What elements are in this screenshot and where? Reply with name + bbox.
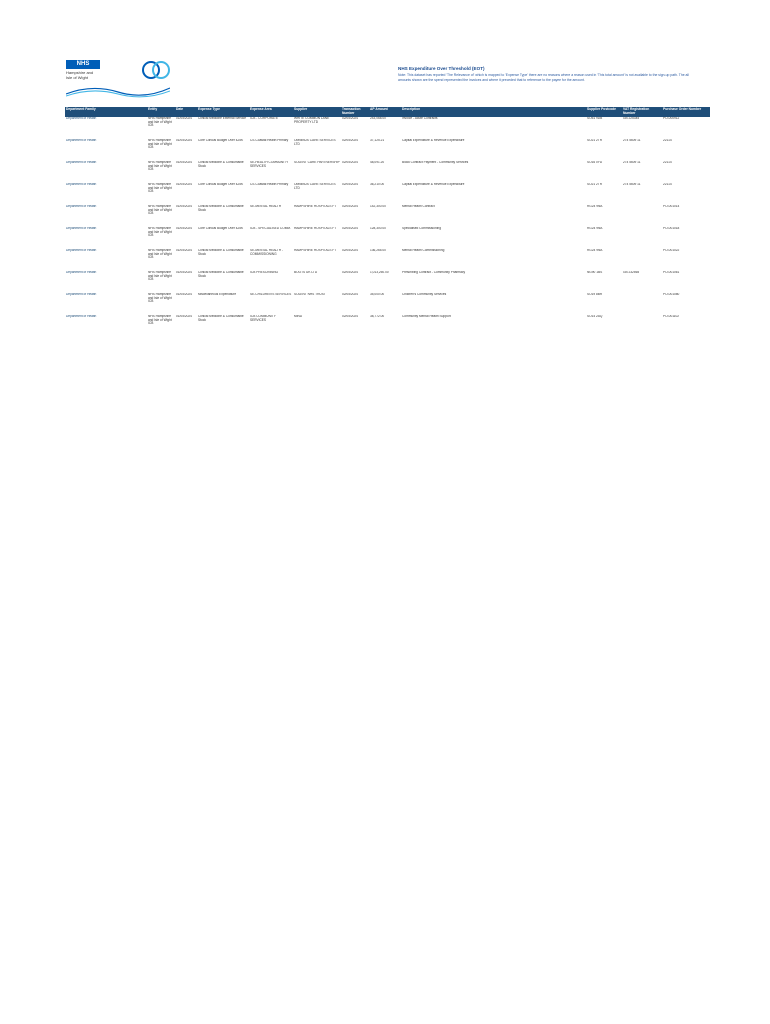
table-cell: 274 5609 11 (623, 161, 641, 164)
table-cell: 274 5609 11 (623, 183, 641, 186)
table-cell: Department of Health (66, 315, 97, 318)
table-cell: 142,300.00 (370, 205, 386, 208)
table-cell: Department of Health (66, 183, 97, 186)
table-cell (622, 249, 662, 271)
table-cell: ICB COMMUNITY SERVICES (250, 315, 276, 322)
table-cell: WHITE COMMON LANE PROPERTY LTD (294, 117, 330, 124)
table-cell: 136,265.00 (370, 249, 386, 252)
table-cell: Clinical Medicine & Consumable Stock (198, 315, 244, 322)
table-cell: 02/05/2024 (342, 271, 358, 274)
table-cell: 02/05/2024 (342, 117, 358, 120)
table-cell: Children's Community Services (402, 293, 447, 296)
table-cell: HAMPSHIRE HOSPITALS FT (294, 249, 337, 252)
table-body (65, 117, 710, 337)
table-cell: SO16 0YD (587, 161, 603, 164)
table-cell: PO-001080 (663, 293, 680, 296)
table-cell (622, 293, 662, 315)
table-cell: SO51 9DB (587, 117, 603, 120)
table-cell: 1,013,250.00 (370, 271, 389, 274)
table-cell: 01/05/2024 (176, 183, 192, 186)
table-cell: Core Clinical Budget Over £25K (198, 227, 244, 230)
table-cell: PO-001014 (663, 205, 680, 208)
table-cell: NHS Hampshire and Isle of Wight ICB (148, 183, 172, 194)
table-cell: Clinical Medicine & Consumable Stock (198, 249, 244, 256)
column-header: Description (401, 107, 586, 117)
table-cell: 02/05/2024 (342, 293, 358, 296)
column-header: Supplier Postcode (586, 107, 622, 117)
table-cell: SE-MENTAL HEALTH (250, 205, 282, 208)
table-row (65, 271, 710, 293)
table-cell: NHS Hampshire and Isle of Wight ICB (148, 271, 172, 282)
document-title: NHS Expenditure Over Threshold (EOT) (398, 66, 485, 71)
table-cell: Core Clinical Budget Over £25K (198, 139, 244, 142)
table-cell: OMNIBUS CARE SERVICES LTD (294, 183, 336, 190)
table-row (65, 161, 710, 183)
table-cell: 01/05/2024 (176, 117, 192, 120)
logo-wave-graphic (66, 84, 170, 98)
table-cell: RG24 9NA (587, 249, 603, 252)
table-cell: GB 225345 (623, 117, 640, 120)
table-cell: Invoice - Acute Contracts (402, 117, 438, 120)
table-cell: Clinical Medicine & Consumable Stock (198, 271, 244, 278)
table-cell: NHS Hampshire and Isle of Wight ICB (148, 249, 172, 260)
table-cell: PO-001102 (663, 315, 680, 318)
table-cell: BOOTS UK LTD (294, 271, 318, 274)
table-cell: 35,000.00 (370, 293, 385, 296)
anniversary-emblem (142, 58, 170, 82)
expenditure-table (65, 107, 710, 337)
table-cell: NHS Hampshire and Isle of Wight ICB (148, 205, 172, 216)
column-header: Expense Area (249, 107, 293, 117)
table-cell: 02/05/2024 (342, 227, 358, 230)
table-cell: 02/05/2024 (342, 249, 358, 252)
table-cell: Block Contract Payment - Community Services (402, 161, 469, 164)
table-cell: NHS Hampshire and Isle of Wight ICB (148, 161, 172, 172)
table-row (65, 205, 710, 227)
table-cell: Prescribing Contract - Community Pharmacy (402, 271, 466, 274)
table-cell: PO-001022 (663, 249, 680, 252)
table-cell: Department of Health (66, 227, 97, 230)
table-row (65, 139, 710, 161)
table-cell: Department of Health (66, 293, 97, 296)
table-cell (622, 205, 662, 227)
table-cell: SE-CHILDREN'S SERVICES (250, 293, 292, 296)
table-cell: 01/05/2024 (176, 293, 192, 296)
table-cell: 48,091.20 (370, 161, 385, 164)
document-header (398, 66, 698, 82)
table-cell: NHS Hampshire and Isle of Wight ICB (148, 117, 172, 128)
column-header: Expense Type (197, 107, 249, 117)
table-row (65, 293, 710, 315)
table-cell: RG24 9NA (587, 227, 603, 230)
column-header: Department Family (65, 107, 147, 117)
table-cell: 02/05/2024 (342, 139, 358, 142)
table-cell: 01/05/2024 (176, 249, 192, 252)
table-cell: 37,125.21 (370, 139, 385, 142)
expenditure-table-container (65, 107, 710, 337)
table-cell: NHS Hampshire and Isle of Wight ICB (148, 227, 172, 238)
table-cell: 243,068.00 (370, 117, 386, 120)
table-cell (622, 227, 662, 249)
table-cell: 01/05/2024 (176, 271, 192, 274)
table-cell: NHS Hampshire and Isle of Wight ICB (148, 315, 172, 326)
table-row (65, 315, 710, 337)
table-cell (622, 315, 662, 337)
table-cell: Department of Health (66, 161, 97, 164)
table-cell: 36,210.00 (370, 183, 385, 186)
table-cell: 128,300.00 (370, 227, 386, 230)
table-cell: HAMPSHIRE HOSPITALS FT (294, 227, 337, 230)
table-cell: HAMPSHIRE HOSPITALS FT (294, 205, 337, 208)
table-row (65, 227, 710, 249)
column-header: Supplier (293, 107, 341, 117)
table-cell: Capital Expenditure & Revenue Expenditure (402, 139, 465, 142)
column-header: Date (175, 107, 197, 117)
table-cell: Department of Health (66, 139, 97, 142)
table-cell: SOLENT CARE PARTNERSHIP (294, 161, 340, 164)
table-cell: PO-000912 (663, 117, 680, 120)
table-cell: 02/05/2024 (342, 205, 358, 208)
table-cell: GB 232565 (623, 271, 640, 274)
table-cell: Department of Health (66, 117, 97, 120)
table-cell: Mental Health Contract (402, 205, 435, 208)
table-cell: 01/05/2024 (176, 315, 192, 318)
table-cell: 02/05/2024 (342, 161, 358, 164)
table-row (65, 117, 710, 139)
table-cell: SOLENT NHS TRUST (294, 293, 326, 296)
table-cell: OMNIBUS CARE SERVICES LTD (294, 139, 336, 146)
table-cell: Miscellaneous Expenditure (198, 293, 237, 296)
table-cell: Department of Health (66, 205, 97, 208)
table-cell: Clinical Medicine External Service (198, 117, 247, 120)
table-cell: CS-Coastal Health Primary (250, 183, 289, 186)
table-row (65, 183, 710, 205)
table-cell: CS-Coastal Health Primary (250, 139, 289, 142)
table-cell: Clinical Medicine & Consumable Stock (198, 161, 244, 168)
table-row (65, 249, 710, 271)
column-header: AP Amount (369, 107, 401, 117)
organisation-logo (66, 58, 170, 100)
table-cell: MIND (294, 315, 303, 318)
table-cell: 01/05/2024 (176, 161, 192, 164)
table-cell: SO21 2TR (587, 183, 603, 186)
table-cell: ICB - SPECIALISED COMM. (250, 227, 291, 230)
table-cell: Department of Health (66, 249, 97, 252)
table-cell: Mental Health Commissioning (402, 249, 445, 252)
table-cell: ICB - CORPORATE (250, 117, 279, 120)
table-cell: 274 5609 11 (623, 139, 641, 142)
table-cell: PO-001061 (663, 271, 680, 274)
table-cell: 38,772.00 (370, 315, 385, 318)
table-cell: Clinical Medicine & Consumable Stock (198, 205, 244, 212)
table-cell: SO19 8BR (587, 293, 603, 296)
table-header-row (65, 107, 710, 117)
table-cell: 01/05/2024 (176, 205, 192, 208)
table-cell: 22114 (663, 183, 672, 186)
table-cell: Capital Expenditure & Revenue Expenditure (402, 183, 465, 186)
logo-org-line-2: Isle of Wight (66, 75, 89, 80)
table-cell: Community Mental Health Support (402, 315, 451, 318)
table-cell: 01/05/2024 (176, 139, 192, 142)
table-cell: Specialised Commissioning (402, 227, 441, 230)
table-cell: RG24 9NA (587, 205, 603, 208)
table-cell: NG90 1BS (587, 271, 603, 274)
nhs-logo-badge: NHS (66, 60, 100, 69)
table-cell: 02/05/2024 (342, 183, 358, 186)
column-header: Entity (147, 107, 175, 117)
table-cell: SO21 2TR (587, 139, 603, 142)
column-header: Purchase Order Number (662, 107, 710, 117)
column-header: Transaction Number (341, 107, 369, 117)
table-cell: NHS Hampshire and Isle of Wight ICB (148, 293, 172, 304)
table-cell: SE-HEALTH COMMUNITY SERVICES (250, 161, 289, 168)
table-cell: NHS Hampshire and Isle of Wight ICB (148, 139, 172, 150)
table-cell: 01/05/2024 (176, 227, 192, 230)
logo-org-line-1: Hampshire and (66, 70, 94, 75)
table-cell: 22114 (663, 161, 672, 164)
column-header: VAT Registration Number (622, 107, 662, 117)
table-cell: 22114 (663, 139, 672, 142)
table-cell: SE-MENTAL HEALTH - COMMISSIONING (250, 249, 284, 256)
table-cell: SO14 2AQ (587, 315, 603, 318)
table-cell: Department of Health (66, 271, 97, 274)
table-cell: Core Clinical Budget Over £25K (198, 183, 244, 186)
table-cell: 02/05/2024 (342, 315, 358, 318)
document-note: Note: This dataset has reported 'The Relevance of' which is mapped to 'Expense Type' there are no reasons where a reason used in 'This total amount' is not available to the sign-up path. The all amounts shown are the spend represented the invoices and where it preceded that to reference to the payee for the amount. (398, 73, 689, 82)
table-cell: ICB PRESCRIBING (250, 271, 279, 274)
table-cell: PO-001018 (663, 227, 680, 230)
